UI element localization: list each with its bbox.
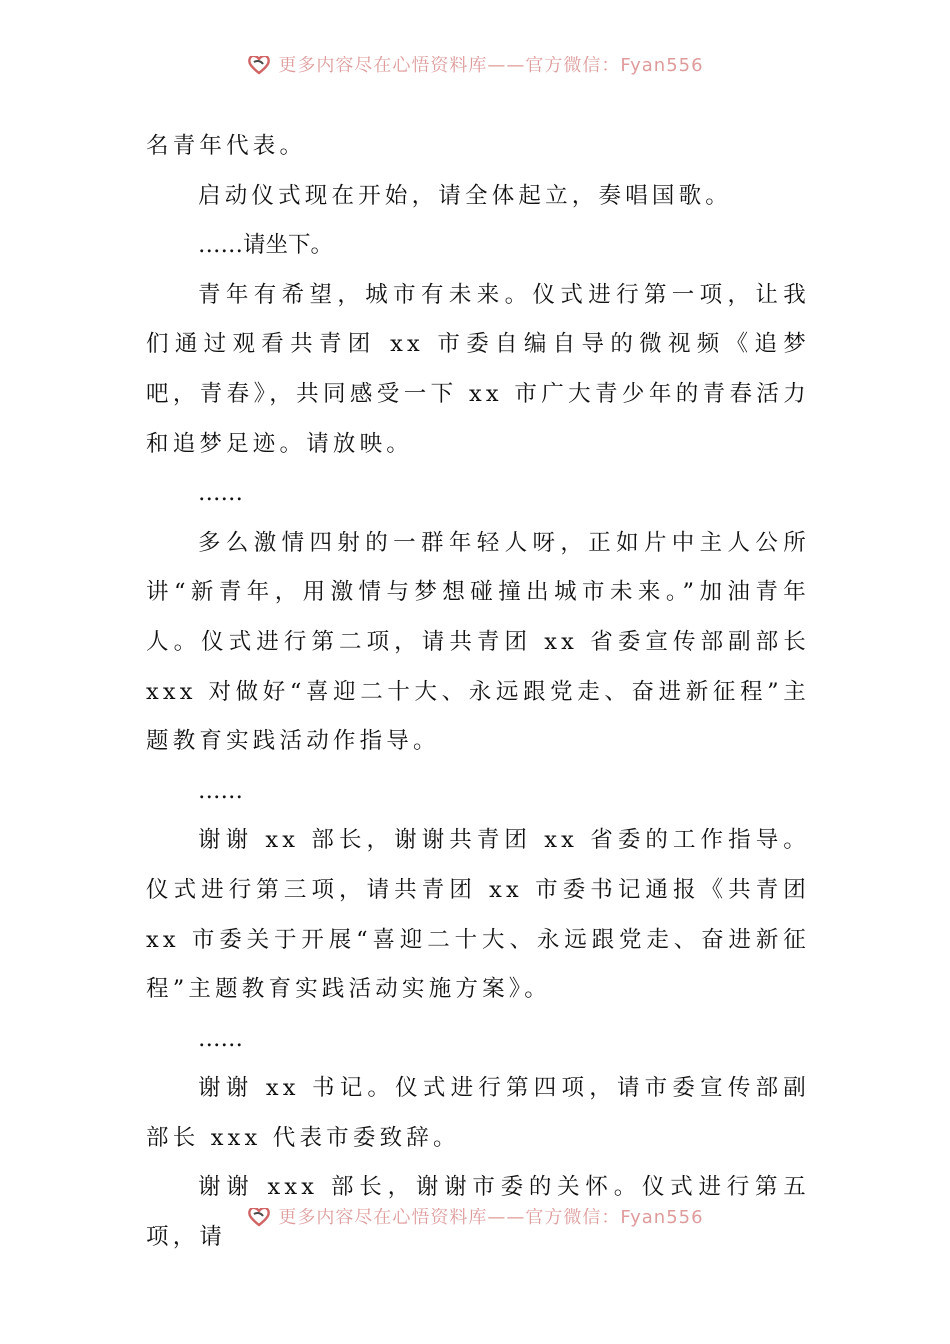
paragraph: 谢谢 xx 部长，谢谢共青团 xx 省委的工作指导。仪式进行第三项，请共青团 xx 市委书记通报《共青团 xx 市委关于开展“喜迎二十大、永远跟党走、奋进新征程”主题教育实践活动实施方案》。 bbox=[146, 827, 810, 1003]
paragraph: 启动仪式现在开始，请全体起立，奏唱国歌。 bbox=[198, 182, 733, 209]
paragraph: 谢谢 xx 书记。仪式进行第四项，请市委宣传部副部长 xxx 代表市委致辞。 bbox=[146, 1075, 810, 1151]
document-body bbox=[146, 122, 810, 1263]
paragraph: 多么激情四射的一群年轻人呀，正如片中主人公所讲“新青年，用激情与梦想碰撞出城市未来。”加油青年人。仪式进行第二项，请共青团 xx 省委宣传部副部长 xxx 对做好“喜迎二十大、永远跟党走、奋进新征程”主题教育实践活动作指导。 bbox=[146, 529, 810, 755]
ellipsis-line: …… bbox=[198, 777, 243, 804]
ellipsis-line: …… bbox=[198, 1025, 243, 1052]
paragraph: 谢谢 xxx 部长，谢谢市委的关怀。仪式进行第五项，请 bbox=[146, 1174, 810, 1251]
watermark-footer bbox=[0, 1208, 950, 1236]
watermark-text: 更多内容尽在心悟资料库——官方微信：Fyan556 bbox=[278, 56, 704, 76]
heart-swirl-logo-icon bbox=[246, 1208, 272, 1227]
ellipsis-line: …… bbox=[198, 480, 243, 507]
watermark-text: 更多内容尽在心悟资料库——官方微信：Fyan556 bbox=[278, 1208, 704, 1228]
paragraph: 名青年代表。 bbox=[146, 133, 307, 159]
watermark-header bbox=[0, 56, 950, 84]
paragraph: 青年有希望，城市有未来。仪式进行第一项，让我们通过观看共青团 xx 市委自编自导的微视频《追梦吧，青春》，共同感受一下 xx 市广大青少年的青春活力和追梦足迹。请放映。 bbox=[146, 281, 810, 457]
paragraph: ……请坐下。 bbox=[198, 232, 334, 259]
heart-swirl-logo-icon bbox=[246, 56, 272, 75]
